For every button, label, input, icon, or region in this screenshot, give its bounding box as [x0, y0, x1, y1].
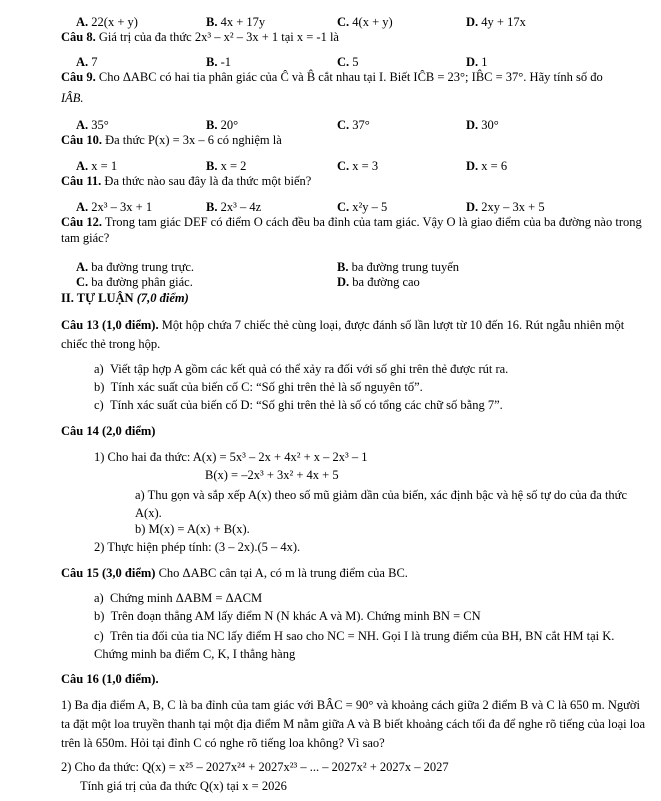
q15-item-b: b) Trên đoạn thẳng AM lấy điểm N (N khác A và M). Chứng minh BN = CN — [94, 609, 481, 623]
q14-part2: 2) Thực hiện phép tính: (3 – 2x).(5 – 4x). — [94, 540, 301, 554]
q15-item-a: a) Chứng minh ΔABM = ΔACM — [94, 591, 263, 605]
q10-stem: Câu 10. Đa thức P(x) = 3x – 6 có nghiệm là — [61, 133, 282, 147]
q12-option-a: A. ba đường trung trực. — [76, 260, 195, 274]
q9-option-d: D. 30° — [466, 118, 499, 132]
q15-stem: Câu 15 (3,0 điểm) Cho ΔABC cân tại A, có m là trung điểm của BC. — [61, 566, 408, 580]
q13-item-c: c) Tính xác suất của biến cố D: “Số ghi trên thẻ là số có tổng các chữ số bằng 7”. — [94, 398, 503, 412]
q11-option-d: D. 2xy – 3x + 5 — [466, 200, 545, 214]
q7-option-a: A. 22(x + y) — [76, 15, 138, 29]
q8-option-d: D. 1 — [466, 55, 488, 69]
q13-stem: Câu 13 (1,0 điểm). Một hộp chứa 7 chiếc thẻ cùng loại, được đánh số lần lượt từ 10 đến 16. Rút ngẫu nhiên một chiếc thẻ trong hộp. — [61, 318, 625, 351]
q16-part2: 2) Cho đa thức: Q(x) = x²⁵ – 2027x²⁴ + 2027x²³ – ... – 2027x² + 2027x – 2027 — [61, 760, 449, 774]
q16-part3: Tính giá trị của đa thức Q(x) tại x = 2026 — [80, 779, 287, 793]
q8-option-a: A. 7 — [76, 55, 98, 69]
q7-option-d: D. 4y + 17x — [466, 15, 526, 29]
q11-option-b: B. 2x³ – 4z — [206, 200, 262, 214]
q10-option-c: C. x = 3 — [337, 159, 379, 173]
q10-option-d: D. x = 6 — [466, 159, 508, 173]
part2-heading: II. TỰ LUẬN (7,0 điểm) — [61, 291, 189, 305]
q9-stem: Câu 9. Cho ΔABC có hai tia phân giác của Ĉ và B̂ cắt nhau tại I. Biết IĈB = 23°; IB̂C = 37°. Hãy tính số đo — [61, 70, 603, 84]
q16-part1: 1) Ba địa điểm A, B, C là ba đỉnh của tam giác với BÂC = 90° và khoảng cách giữa 2 điểm B và C là 650 m. Người ta đặt một loa truyền thanh tại một địa điểm M nằm giữa A và B biết khoảng cách tối đa để nghe rõ tiếng của loại loa trên là 650m. Hỏi tại đỉnh C có nghe rõ tiếng loa không? Vì sao? — [61, 698, 646, 750]
q14-part1-line1: 1) Cho hai đa thức: A(x) = 5x³ – 2x + 4x² + x – 2x³ – 1 — [94, 450, 368, 464]
q8-stem: Câu 8. Giá trị của đa thức 2x³ – x² – 3x + 1 tại x = -1 là — [61, 30, 339, 44]
q9-stem-continued: IÂB. — [61, 91, 84, 105]
q10-option-a: A. x = 1 — [76, 159, 118, 173]
q12-option-d: D. ba đường cao — [337, 275, 420, 289]
q12-option-b: B. ba đường trung tuyến — [337, 260, 460, 274]
q13-item-a: a) Viết tập hợp A gồm các kết quả có thể xảy ra đối với số ghi trên thẻ được rút ra. — [94, 362, 509, 376]
q13-item-b: b) Tính xác suất của biến cố C: “Số ghi trên thẻ là số nguyên tố”. — [94, 380, 423, 394]
q11-stem: Câu 11. Đa thức nào sau đây là đa thức một biến? — [61, 174, 312, 188]
q15-item-c: c) Trên tia đối của tia NC lấy điểm H sao cho NC = NH. Gọi I là trung điểm của BH, BN cắt HM tại K. Chứng minh ba điểm C, K, I thẳng hàng — [94, 629, 615, 661]
q10-option-b: B. x = 2 — [206, 159, 247, 173]
q16-label: Câu 16 (1,0 điểm). — [61, 672, 159, 686]
q7-option-c: C. 4(x + y) — [337, 15, 393, 29]
q14-part1-line2: B(x) = –2x³ + 3x² + 4x + 5 — [205, 468, 339, 482]
q11-option-a: A. 2x³ – 3x + 1 — [76, 200, 153, 214]
q14-item-b: b) M(x) = A(x) + B(x). — [135, 522, 250, 536]
q8-option-b: B. -1 — [206, 55, 232, 69]
q9-option-c: C. 37° — [337, 118, 370, 132]
q11-option-c: C. x²y – 5 — [337, 200, 388, 214]
q12-option-c: C. ba đường phân giác. — [76, 275, 193, 289]
q12-stem: Câu 12. Trong tam giác DEF có điểm O cách đều ba đỉnh của tam giác. Vậy O là giao điểm của ba đường nào trong tam giác? — [61, 215, 642, 245]
q9-option-b: B. 20° — [206, 118, 239, 132]
q7-option-b: B. 4x + 17y — [206, 15, 266, 29]
q14-label: Câu 14 (2,0 điểm) — [61, 424, 156, 438]
q9-option-a: A. 35° — [76, 118, 109, 132]
q14-item-a: a) Thu gọn và sắp xếp A(x) theo số mũ giảm dần của biến, xác định bậc và hệ số tự do của đa thức A(x). — [135, 488, 627, 520]
q8-option-c: C. 5 — [337, 55, 359, 69]
